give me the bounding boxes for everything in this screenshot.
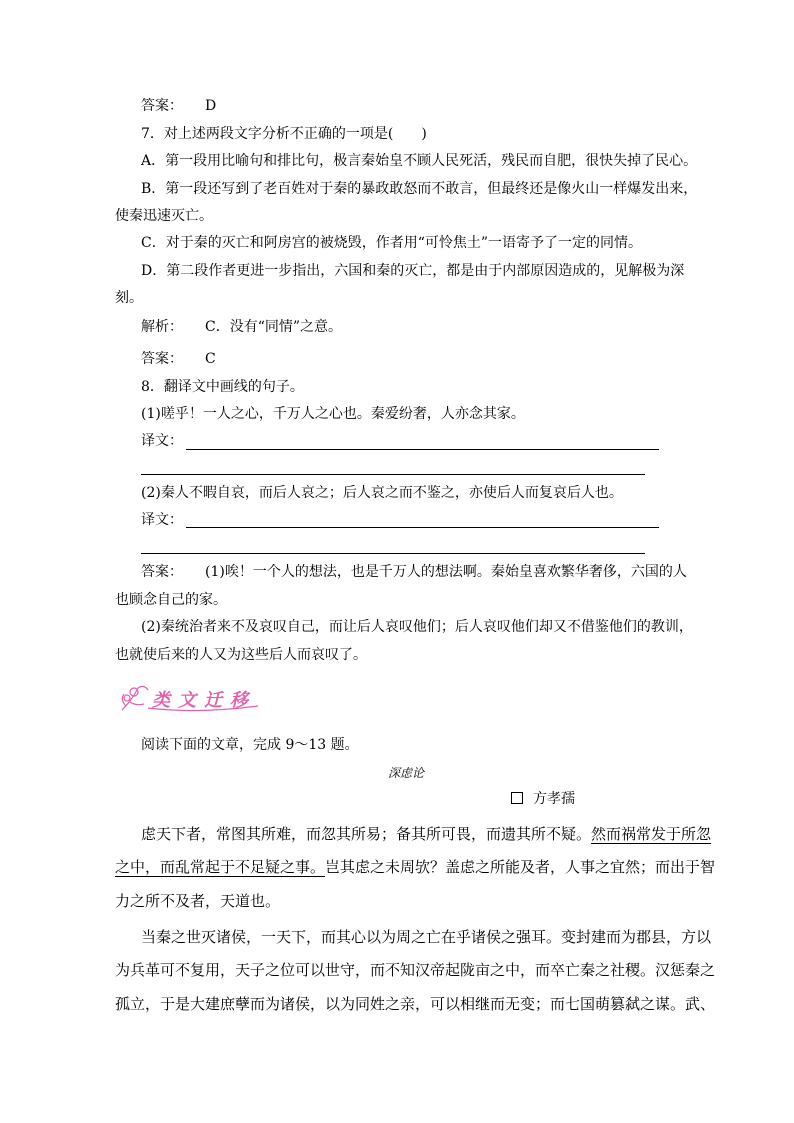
- answer-value: C: [205, 351, 216, 367]
- analysis-label: 解析：: [141, 319, 183, 335]
- answer-7: [141, 350, 216, 368]
- option-a: A．第一段用比喻句和排比句，极言秦始皇不顾人民死活，残民而自肥，很快失掉了民心。: [141, 153, 698, 169]
- option-b-line2: 使秦迅速灭亡。: [115, 208, 213, 224]
- sentence-1: (1)嗟乎！一人之心，千万人之心也。秦爱纷奢，人亦念其家。: [141, 406, 525, 422]
- option-b-line1: B．第一段还写到了老百姓对于秦的暴政敢怒而不敢言，但最终还是像火山一样爆发出来，: [141, 181, 698, 197]
- essay-p2-line2: 为兵革可不复用，天子之位可以世守，而不知汉帝起陇亩之中，而卒亡秦之社稷。汉惩秦之: [115, 961, 716, 979]
- essay-p2-line3: 孤立，于是大建庶孽而为诸侯，以为同姓之亲，可以相继而无变；而七国萌篡弑之谋。武、: [115, 995, 716, 1013]
- checkbox-icon: [511, 792, 523, 804]
- question-8-stem: 8．翻译文中画线的句子。: [141, 379, 304, 395]
- answer-6: [141, 97, 216, 115]
- answer-8-line4: 也就使后来的人又为这些后人而哀叹了。: [115, 647, 367, 663]
- option-d-line1: D．第二段作者更进一步指出，六国和秦的灭亡，都是由于内部原因造成的，见解极为深: [141, 263, 685, 279]
- answer-line[interactable]: [141, 553, 645, 554]
- reading-intro: 阅读下面的文章，完成 9～13 题。: [141, 737, 359, 753]
- answer-label: 答案：: [141, 98, 183, 114]
- question-7-stem: 7．对上述两段文字分析不正确的一项是( ): [141, 126, 427, 142]
- answer-label: 答案：: [141, 351, 183, 367]
- answer-line[interactable]: [186, 449, 659, 450]
- section-banner: [118, 680, 264, 714]
- essay-text: 虑天下者，常图其所难，而忽其所易；备其所可畏，而遗其所不疑。: [141, 825, 592, 843]
- translation-label-1: 译文：: [141, 433, 183, 449]
- answer-8-line2: 也顾念自己的家。: [115, 592, 227, 608]
- essay-author: [511, 790, 575, 808]
- essay-p1-line3: 力之所不及者，天道也。: [115, 892, 281, 910]
- author-name: 方孝孺: [533, 791, 575, 807]
- option-d-line2: 刻。: [115, 290, 143, 306]
- sentence-2: (2)秦人不暇自哀，而后人哀之；后人哀之而不鉴之，亦使后人而复哀后人也。: [141, 485, 623, 501]
- essay-title: 深虑论: [388, 766, 425, 780]
- essay-p1-line1: [141, 824, 711, 844]
- essay-p1-line2: [115, 857, 715, 877]
- option-c: C．对于秦的灭亡和阿房宫的被烧毁，作者用“可怜焦土”一语寄予了一定的同情。: [141, 235, 643, 251]
- answer-line[interactable]: [186, 527, 659, 528]
- underlined-sentence: 然而祸常发于所忽: [591, 825, 712, 843]
- section-banner-text: 类文迁移: [152, 690, 256, 711]
- answer-text: (1)唉！一个人的想法，也是千万人的想法啊。秦始皇喜欢繁华奢侈，六国的人: [205, 564, 687, 580]
- answer-value: D: [205, 98, 217, 114]
- answer-8-line3: (2)秦统治者来不及哀叹自己，而让后人哀叹他们；后人哀叹他们却又不借鉴他们的教训，: [141, 619, 693, 635]
- analysis-text: C．没有“同情”之意。: [205, 319, 343, 335]
- translation-label-2: 译文：: [141, 512, 183, 528]
- answer-line[interactable]: [141, 474, 645, 475]
- underlined-sentence: 之中，而乱常起于不足疑之事。: [115, 858, 326, 876]
- analysis-7: [141, 318, 342, 336]
- essay-text: 岂其虑之未周欤？盖虑之所能及者，人事之宜然；而出于智: [325, 858, 716, 876]
- answer-label: 答案：: [141, 564, 183, 580]
- essay-p2-line1: 当秦之世灭诸侯，一天下，而其心以为周之亡在乎诸侯之强耳。变封建而为郡县，方以: [141, 928, 712, 946]
- answer-8-line1: [141, 563, 687, 581]
